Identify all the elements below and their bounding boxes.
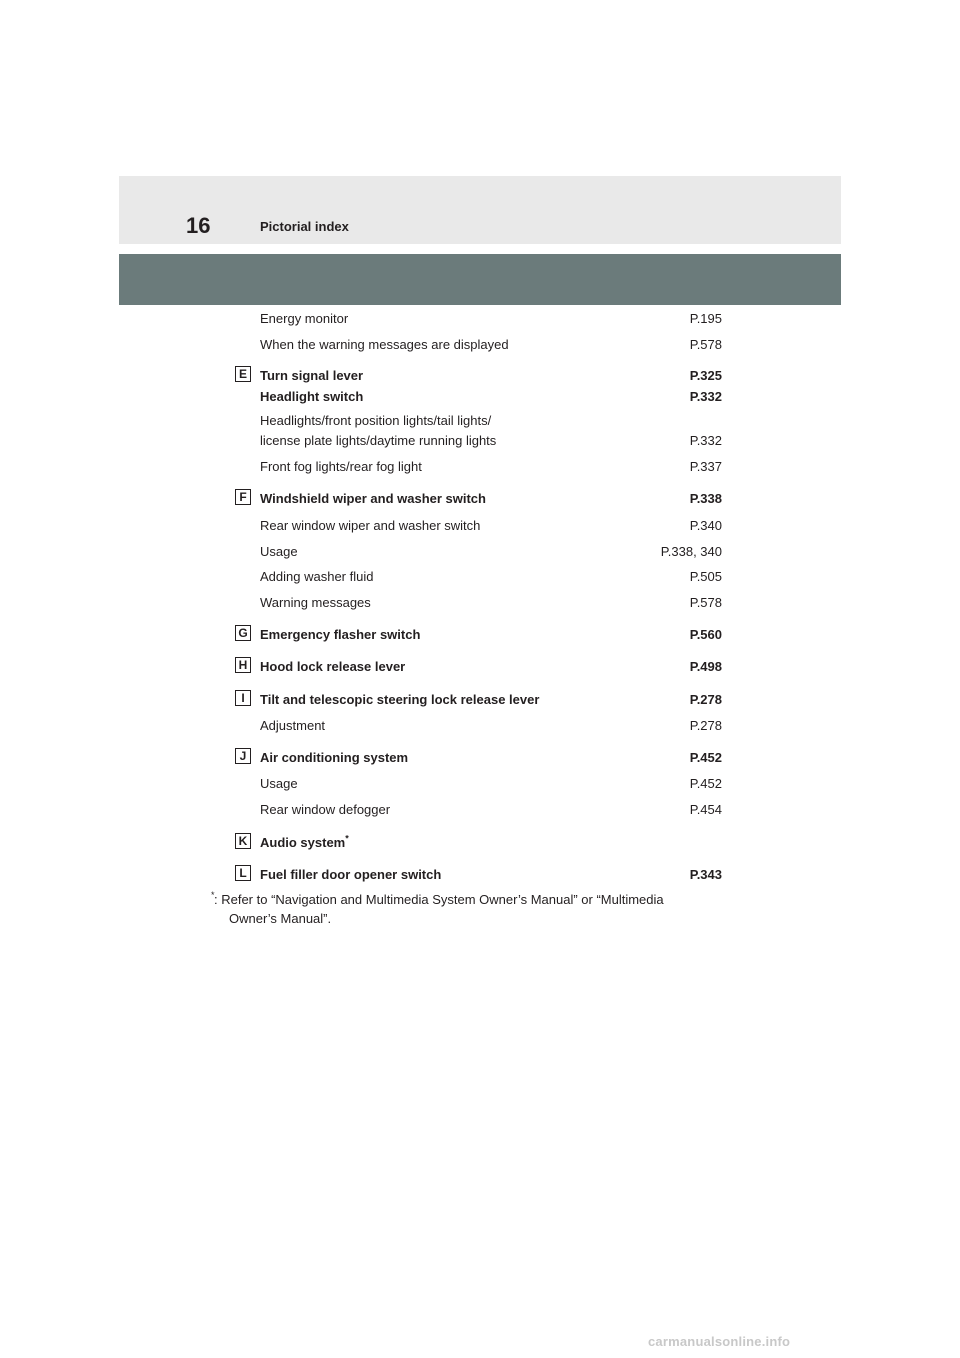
index-entry-headlight-switch[interactable]: Headlight switch P.332 — [260, 389, 722, 404]
index-entry-audio-system[interactable]: Audio system* — [260, 833, 349, 850]
footnote-mark: * — [345, 833, 349, 844]
index-entry-hood-lock[interactable]: Hood lock release lever P.498 — [260, 659, 722, 674]
title-bar — [119, 254, 841, 305]
letter-marker-h: H — [235, 657, 251, 673]
footnote-asterisk: * — [211, 890, 215, 900]
index-entry-flasher-switch[interactable]: Emergency flasher switch P.560 — [260, 627, 722, 642]
index-entry-headlights-line1: Headlights/front position lights/tail lights/ — [260, 413, 492, 428]
index-entry-headlights-line2[interactable]: license plate lights/daytime running lights P.332 — [260, 433, 722, 448]
letter-marker-k: K — [235, 833, 251, 849]
footnote-line-2: Owner’s Manual”. — [229, 911, 332, 926]
index-entry-fog-lights[interactable]: Front fog lights/rear fog light P.337 — [260, 459, 722, 474]
page-number: 16 — [186, 213, 211, 238]
index-entry-air-conditioning[interactable]: Air conditioning system P.452 — [260, 750, 722, 765]
letter-marker-l: L — [235, 865, 251, 881]
index-entry-rear-wiper[interactable]: Rear window wiper and washer switch P.340 — [260, 518, 722, 533]
index-entry-tilt-telescopic[interactable]: Tilt and telescopic steering lock release lever P.278 — [260, 692, 722, 707]
index-entry-fuel-filler[interactable]: Fuel filler door opener switch P.343 — [260, 867, 722, 882]
letter-marker-e: E — [235, 366, 251, 382]
index-entry-warning-messages-displayed[interactable]: When the warning messages are displayed P.578 — [260, 337, 722, 352]
watermark: carmanualsonline.info — [648, 1334, 791, 1349]
index-entry-wiper-warning[interactable]: Warning messages P.578 — [260, 595, 722, 610]
index-entry-rear-defogger[interactable]: Rear window defogger P.454 — [260, 802, 722, 817]
index-entry-turn-signal-lever[interactable]: Turn signal lever P.325 — [260, 368, 722, 383]
index-entry-adjustment[interactable]: Adjustment P.278 — [260, 718, 722, 733]
header-band — [119, 176, 841, 244]
index-entry-washer-fluid[interactable]: Adding washer fluid P.505 — [260, 569, 722, 584]
index-entry-energy-monitor[interactable]: Energy monitor P.195 — [260, 311, 722, 326]
footnote-line-1: : Refer to “Navigation and Multimedia System Owner’s Manual” or “Multimedia — [214, 892, 664, 907]
letter-marker-j: J — [235, 748, 251, 764]
letter-marker-i: I — [235, 690, 251, 706]
section-title: Pictorial index — [260, 219, 349, 234]
index-entry-ac-usage[interactable]: Usage P.452 — [260, 776, 722, 791]
letter-marker-f: F — [235, 489, 251, 505]
index-entry-windshield-wiper[interactable]: Windshield wiper and washer switch P.338 — [260, 491, 722, 506]
index-entry-wiper-usage[interactable]: Usage P.338, 340 — [260, 544, 722, 559]
letter-marker-g: G — [235, 625, 251, 641]
footnote — [211, 890, 741, 928]
